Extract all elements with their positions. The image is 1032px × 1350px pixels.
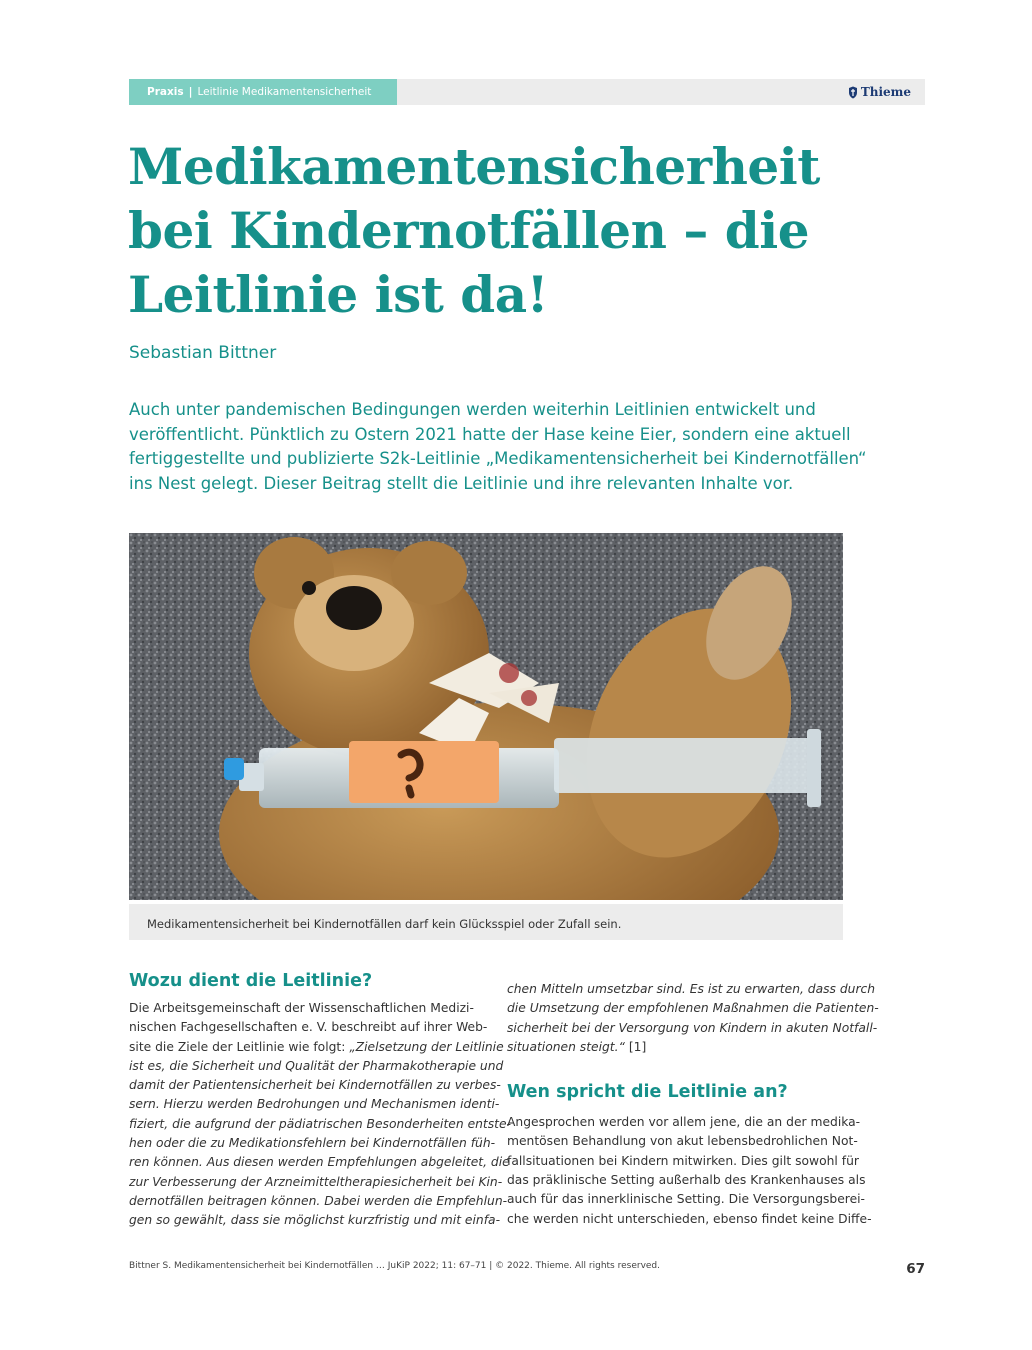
text-line: chen Mitteln umsetzbar sind. Es ist zu erwarten, dass durch: [507, 982, 876, 996]
text-line: ist es, die Sicherheit und Qualität der Pharmakotherapie und: [129, 1058, 504, 1073]
lead-line: ins Nest gelegt. Dieser Beitrag stellt die Leitlinie und ihre relevanten Inhalte vor.: [129, 473, 794, 493]
heading-bold: Wen: [507, 1082, 551, 1103]
text-line: site die Ziele der Leitlinie wie folgt: „Zielsetzung der Leitlinie: [129, 1039, 504, 1054]
text-line: nischen Fachgesellschaften e. V. beschreibt auf ihrer Web-: [129, 1020, 488, 1035]
title-line: Leitlinie ist da!: [128, 265, 549, 324]
text-line: Die Arbeitsgemeinschaft der Wissenschaftlichen Medizi-: [129, 1001, 474, 1015]
text-line: che werden nicht unterschieden, ebenso findet keine Diffe-: [507, 1211, 872, 1226]
thieme-emblem-icon: [848, 86, 858, 99]
lead-line: veröffentlicht. Pünktlich zu Ostern 2021 hatte der Hase keine Eier, sondern eine aktuell: [129, 424, 851, 444]
figure-caption: Medikamentensicherheit bei Kindernotfällen darf kein Glücksspiel oder Zufall sein.: [129, 904, 843, 940]
text-line: sicherheit bei der Versorgung von Kindern in akuten Notfall-: [507, 1020, 878, 1035]
text-line: Angesprochen werden vor allem jene, die an der medika-: [507, 1115, 861, 1130]
lead-paragraph: [129, 398, 867, 496]
topic-label: Leitlinie Medikamentensicherheit: [197, 86, 372, 98]
footer-citation: Bittner S. Medikamentensicherheit bei Kindernotfällen … JuKiP 2022; 11: 67–71 | © 2022. Thieme. All rights reserved.: [129, 1261, 660, 1271]
lead-line: Auch unter pandemischen Bedingungen werden weiterhin Leitlinien entwickelt und: [129, 400, 816, 419]
text-line: hen oder die zu Medikationsfehlern bei Kindernotfällen füh-: [129, 1136, 496, 1151]
text-line: gen so gewählt, dass sie möglichst kurzfristig und mit einfa-: [129, 1213, 501, 1228]
section-heading-wen: [507, 1079, 845, 1105]
publisher-logo: [848, 79, 911, 105]
text-line: fallsituationen bei Kindern mitwirken. Dies gilt sowohl für: [507, 1153, 859, 1168]
teddy-syringe-photo: [129, 533, 843, 900]
section-tag: [129, 79, 397, 105]
section-heading-wozu: [129, 968, 467, 994]
author-name: Sebastian Bittner: [129, 343, 277, 363]
title-line: Medikamentensicherheit: [128, 137, 820, 196]
text-line: mentösen Behandlung von akut lebensbedrohlichen Not-: [507, 1134, 858, 1149]
heading-bold: Wozu: [129, 971, 183, 991]
heading-rest: spricht die Leitlinie an?: [550, 1082, 788, 1103]
text-line: fiziert, die aufgrund der pädiatrischen Besonderheiten entste-: [129, 1116, 511, 1131]
text-line: das präklinische Setting außerhalb des Krankenhauses als: [507, 1173, 866, 1188]
heading-rest: dient die Leitlinie?: [182, 971, 373, 991]
text-line: sern. Hierzu werden Bedrohungen und Mechanismen identi-: [129, 1097, 500, 1112]
running-header: [129, 79, 925, 105]
brand-name: Thieme: [860, 85, 911, 99]
text-line: die Umsetzung der empfohlenen Maßnahmen die Patienten-: [507, 1001, 879, 1016]
page-number: 67: [906, 1261, 925, 1277]
text-line: dernotfällen beitragen können. Dabei werden die Empfehlun-: [129, 1193, 508, 1208]
text-line: auch für das innerklinische Setting. Die Versorgungsberei-: [507, 1192, 865, 1207]
text-line: situationen steigt.“ [1]: [507, 1039, 647, 1054]
article-photo: [129, 533, 843, 900]
text-line: zur Verbesserung der Arzneimitteltherapiesicherheit bei Kin-: [129, 1174, 503, 1189]
citation-ref: [1]: [624, 1039, 647, 1054]
column-left: [129, 968, 511, 1231]
text-line: ren können. Aus diesen werden Empfehlungen abgeleitet, die: [129, 1155, 510, 1170]
lead-line: fertiggestellte und publizierte S2k-Leitlinie „Medikamentensicherheit bei Kindernotfällen“: [129, 449, 867, 469]
title-line: bei Kindernotfällen – die: [128, 201, 810, 260]
article-title: [128, 135, 888, 327]
section-label: Praxis: [147, 86, 184, 98]
text-line: damit der Patientensicherheit bei Kindernotfällen zu verbes-: [129, 1078, 501, 1093]
header-separator: |: [188, 86, 193, 98]
column-right: [507, 980, 879, 1229]
